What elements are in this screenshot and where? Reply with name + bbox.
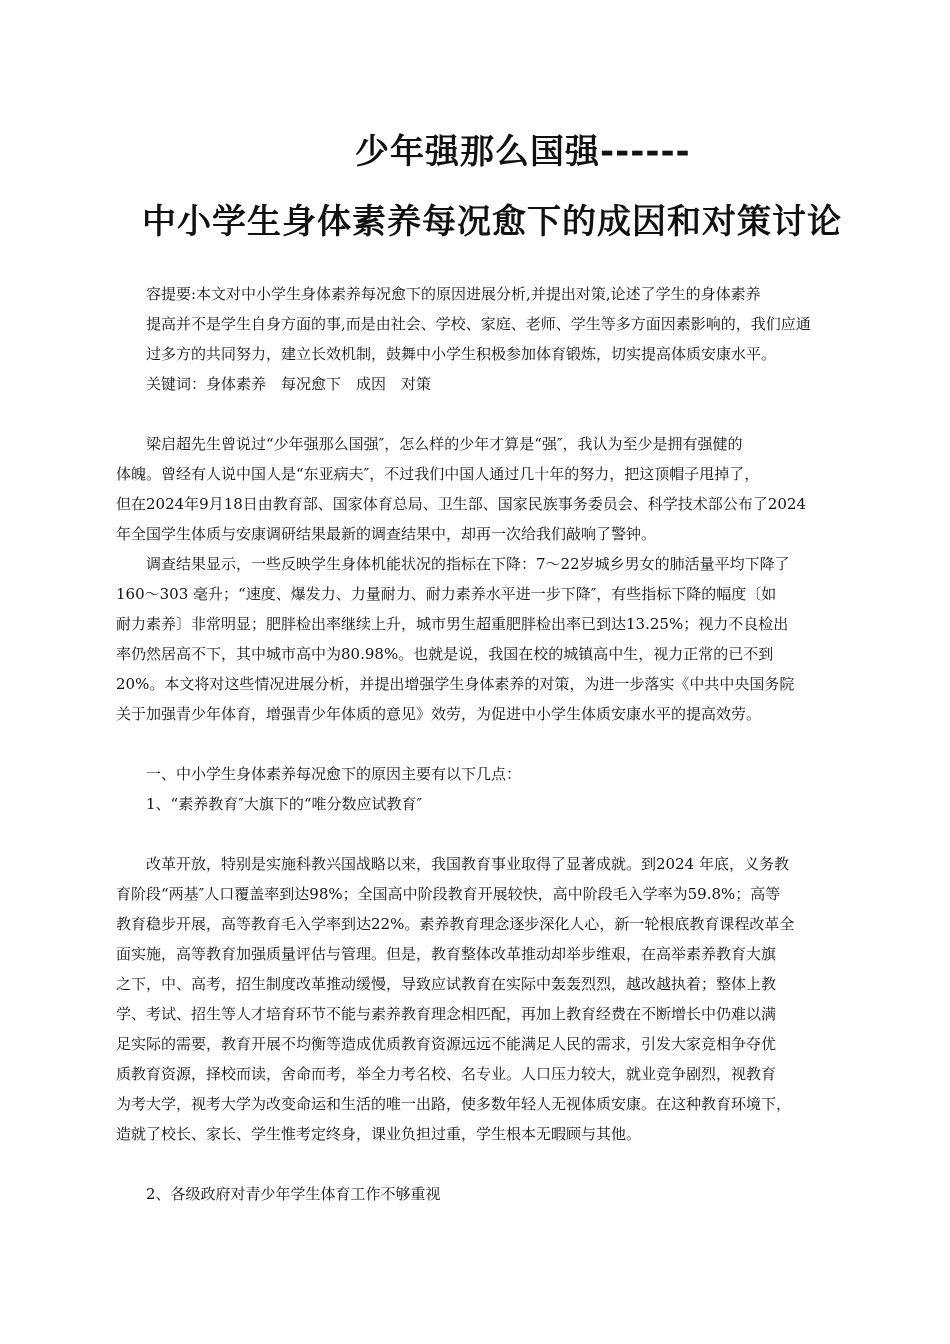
- body-line: 改革开放，特别是实施科教兴国战略以来，我国教育事业取得了显著成就。到2024 年底，义务教: [146, 855, 789, 873]
- section-heading: 一、中小学生身体素养每况愈下的原因主要有以下几点：: [146, 765, 522, 783]
- intro-line: 但在2024年9月18日由教育部、国家体育总局、卫生部、国家民族事务委员会、科学技术部公布了2024: [116, 495, 806, 513]
- body-line: 教育稳步开展，高等教育毛入学率到达22%。素养教育理念逐步深化人心，新一轮根底教育课程改革全: [116, 915, 795, 933]
- intro-line: 率仍然居高不下，其中城市高中为80.98%。也就是说，我国在校的城镇高中生，视力正常的已不到: [116, 645, 774, 663]
- intro-line: 关于加强青少年体育，增强青少年体质的意见》效劳，为促进中小学生体质安康水平的提高效劳。: [116, 705, 762, 723]
- body-line: 之下，中、高考，招生制度改革推动缓慢，导致应试教育在实际中轰轰烈烈，越改越执着；整体上教: [116, 975, 777, 993]
- body-line: 育阶段“两基″人口覆盖率到达98%；全国高中阶段教育开展较快，高中阶段毛入学率为59.8%；高等: [116, 885, 781, 903]
- body-line: 为考大学，视考大学为改变命运和生活的唯一出路，使多数年轻人无视体质安康。在这种教育环境下，: [116, 1095, 792, 1113]
- subsection-heading: 2、各级政府对青少年学生体育工作不够重视: [146, 1185, 441, 1203]
- intro-line: 耐力素养〕非常明显；肥胖检出率继续上升，城市男生超重肥胖检出率已到达13.25%；视力不良检出: [116, 615, 789, 633]
- subsection-heading: 1、“素养教育″大旗下的“唯分数应试教育″: [146, 795, 423, 813]
- body-line: 面实施，高等教育加强质量评估与管理。但是，教育整体改革推动却举步维艰，在高举素养教育大旗: [116, 945, 777, 963]
- intro-line: 20%。本文将对这些情况进展分析，并提出增强学生身体素养的对策，为进一步落实《中共中央国务院: [116, 675, 795, 693]
- keywords-line: 关键词：身体素养 每况愈下 成因 对策: [146, 375, 432, 393]
- body-line: 质教育资源，择校而读，舍命而考，举全力考名校、名专业。人口压力较大，就业竞争剧烈，视教育: [116, 1065, 777, 1083]
- intro-line: 体魄。曾经有人说中国人是“东亚病夫″，不过我们中国人通过几十年的努力，把这顶帽子甩掉了，: [116, 465, 760, 483]
- body-line: 造就了校长、家长、学生惟考定终身，课业负担过重，学生根本无暇顾与其他。: [116, 1125, 642, 1143]
- title-line-1: 少年强那么国强------: [355, 132, 691, 172]
- intro-line: 梁启超先生曾说过“少年强那么国强″，怎么样的少年才算是“强″，我认为至少是拥有强健的: [146, 435, 743, 453]
- body-line: 学、考试、招生等人才培育环节不能与素养教育理念相匹配，再加上教育经费在不断增长中仍难以满: [116, 1005, 777, 1023]
- abstract-line: 提高并不是学生自身方面的事,而是由社会、学校、家庭、老师、学生等多方面因素影响的，我们应通: [146, 315, 811, 333]
- abstract-line: 容提要:本文对中小学生身体素养每况愈下的原因进展分析,并提出对策,论述了学生的身体素养: [146, 285, 761, 303]
- intro-line: 年全国学生体质与安康调研结果最新的调查结果中，却再一次给我们敲响了警钟。: [116, 525, 657, 543]
- intro-line: 调查结果显示，一些反映学生身体机能状况的指标在下降：7～22岁城乡男女的肺活量平均下降了: [146, 555, 790, 573]
- abstract-line: 过多方的共同努力，建立长效机制，鼓舞中小学生积极参加体育锻炼，切实提高体质安康水平。: [146, 345, 777, 363]
- body-line: 足实际的需要，教育开展不均衡等造成优质教育资源远远不能满足人民的需求，引发大家竞相争夺优: [116, 1035, 777, 1053]
- title-line-2: 中小学生身体素养每况愈下的成因和对策讨论: [142, 202, 842, 242]
- intro-line: 160～303 毫升；“速度、爆发力、力量耐力、耐力素养水平进一步下降″，有些指标下降的幅度〔如: [116, 585, 777, 603]
